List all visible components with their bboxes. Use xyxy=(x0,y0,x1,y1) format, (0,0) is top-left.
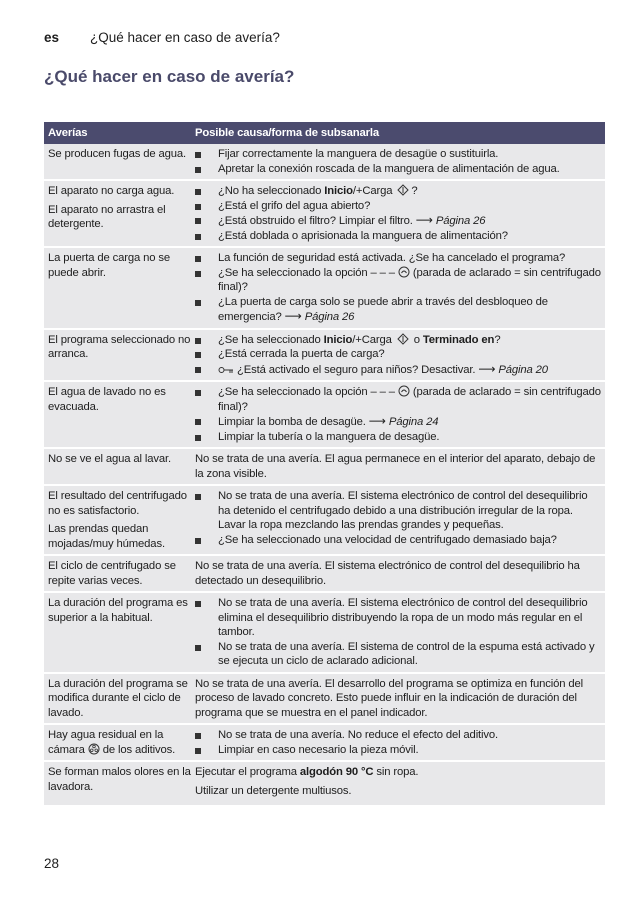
page-reference[interactable]: Página 26 xyxy=(304,311,355,323)
fault-text: Se producen fugas de agua. xyxy=(48,148,187,160)
table-row xyxy=(44,330,605,383)
cause-cell xyxy=(195,248,605,328)
list-item: ¿Se ha seleccionado la opción – – – (parada de aclarado = sin centrifugado final)? xyxy=(195,266,601,295)
fault-text: El programa seleccionado no arranca. xyxy=(48,333,191,360)
cause-text: No se trata de una avería. El sistema electrónico de control del desequilibrio ha detectado un desequilibrio. xyxy=(195,560,580,587)
list-item: ¿Se ha seleccionado Inicio/+Carga o Terminado en? xyxy=(195,333,601,348)
cause-cell xyxy=(195,181,605,246)
page-arrow-icon: ⟶ xyxy=(284,309,302,323)
list-item: No se trata de una avería. El sistema electrónico de control del desequilibrio elimina el desequilibrio distribuyendo la ropa de un modo más regular en el tambor. xyxy=(195,596,601,640)
table-row xyxy=(44,725,605,762)
page-arrow-icon: ⟶ xyxy=(478,361,496,376)
bullet-square-icon xyxy=(195,184,208,199)
fault-text: El ciclo de centrifugado se repite varias veces. xyxy=(48,560,176,587)
list-item: La función de seguridad está activada. ¿Se ha cancelado el programa? xyxy=(195,251,601,266)
bullet-square-icon xyxy=(195,251,208,266)
list-item: ¿La puerta de carga solo se puede abrir a través del desbloqueo de emergencia? ⟶ Página 26 xyxy=(195,295,601,325)
bullet-square-icon xyxy=(195,347,208,362)
header-title: ¿Qué hacer en caso de avería? xyxy=(90,30,280,45)
table-row xyxy=(44,674,605,726)
fault-cell xyxy=(44,144,195,179)
cause-cell xyxy=(195,725,605,760)
fault-cell xyxy=(44,674,195,724)
page-number: 28 xyxy=(44,856,60,871)
list-item: Limpiar la bomba de desagüe. ⟶ Página 24 xyxy=(195,414,601,430)
list-item: No se trata de una avería. El sistema electrónico de control del desequilibrio ha detenido el centrifugado debido a una distribución irregular de la ropa. Lavar la ropa mezclando las prendas grandes y pequeñas. xyxy=(195,489,601,533)
table-header xyxy=(44,122,605,144)
key-icon xyxy=(218,365,234,375)
additive-chamber-icon xyxy=(88,743,100,755)
table-row xyxy=(44,449,605,486)
bullet-square-icon xyxy=(195,213,208,229)
bullet-square-icon xyxy=(195,414,208,430)
fault-cell xyxy=(44,556,195,591)
column-header-causes: Posible causa/forma de subsanarla xyxy=(195,126,380,139)
bullet-square-icon xyxy=(195,162,208,177)
bullet-square-icon xyxy=(195,596,208,640)
list-item: Fijar correctamente la manguera de desagüe o sustituirla. xyxy=(195,147,601,162)
fault-cell xyxy=(44,486,195,554)
fault-cell xyxy=(44,449,195,484)
list-item: ¿Se ha seleccionado una velocidad de centrifugado demasiado baja? xyxy=(195,533,601,548)
bullet-square-icon xyxy=(195,640,208,669)
fault-text: Se forman malos olores en la lavadora. xyxy=(48,766,191,793)
bullet-square-icon xyxy=(195,728,208,743)
table-row xyxy=(44,762,605,807)
list-item: ¿Está doblada o aprisionada la manguera de alimentación? xyxy=(195,229,601,244)
page-reference[interactable]: Página 26 xyxy=(435,215,486,227)
bullet-square-icon xyxy=(195,229,208,244)
cause-cell xyxy=(195,762,605,801)
fault-text: El agua de lavado no es evacuada. xyxy=(48,386,166,413)
list-item: ¿Está obstruido el filtro? Limpiar el filtro. ⟶ Página 26 xyxy=(195,213,601,229)
cause-cell xyxy=(195,486,605,554)
bullet-square-icon xyxy=(195,362,208,378)
table-row xyxy=(44,144,605,181)
page-reference[interactable]: Página 24 xyxy=(388,416,439,428)
column-header-faults: Averías xyxy=(48,126,88,139)
table-row xyxy=(44,556,605,593)
cause-cell xyxy=(195,556,605,591)
table-row xyxy=(44,181,605,248)
cause-cell xyxy=(195,144,605,179)
rinse-stop-icon xyxy=(398,385,410,397)
list-item: No se trata de una avería. El sistema de control de la espuma está activado y se ejecuta un ciclo de aclarado adicional. xyxy=(195,640,601,669)
list-item: No se trata de una avería. No reduce el efecto del aditivo. xyxy=(195,728,601,743)
fault-text: El resultado del centrifugado no es satisfactorio. xyxy=(48,490,187,517)
section-title: ¿Qué hacer en caso de avería? xyxy=(44,67,295,86)
fault-cell xyxy=(44,725,195,760)
list-item: ¿Está activado el seguro para niños? Desactivar. ⟶ Página 20 xyxy=(195,362,601,378)
troubleshooting-table xyxy=(44,122,605,807)
table-row xyxy=(44,593,605,674)
fault-text: La duración del programa es superior a la habitual. xyxy=(48,597,188,624)
page-arrow-icon: ⟶ xyxy=(368,414,386,428)
cause-text: Utilizar un detergente multiusos. xyxy=(195,784,352,797)
table-row xyxy=(44,248,605,330)
cause-cell xyxy=(195,382,605,447)
fault-text: No se ve el agua al lavar. xyxy=(48,453,171,465)
start-diamond-icon xyxy=(395,333,411,345)
fault-cell xyxy=(44,330,195,381)
start-diamond-icon xyxy=(395,184,411,196)
language-code: es xyxy=(44,30,60,45)
fault-cell xyxy=(44,382,195,447)
bullet-square-icon xyxy=(195,266,208,295)
cause-text: No se trata de una avería. El agua permanece en el interior del aparato, debajo de la zona visible. xyxy=(195,453,596,480)
list-item: Limpiar la tubería o la manguera de desagüe. xyxy=(195,430,601,445)
list-item: Apretar la conexión roscada de la manguera de alimentación de agua. xyxy=(195,162,601,177)
fault-cell xyxy=(44,248,195,328)
list-item: ¿Está el grifo del agua abierto? xyxy=(195,199,601,214)
fault-cell xyxy=(44,762,195,801)
bullet-square-icon xyxy=(195,295,208,325)
page-reference[interactable]: Página 20 xyxy=(498,363,548,376)
fault-text: Las prendas quedan mojadas/muy húmedas. xyxy=(48,523,165,550)
bullet-square-icon xyxy=(195,430,208,445)
bullet-square-icon xyxy=(195,743,208,758)
cause-cell xyxy=(195,593,605,672)
rinse-stop-icon xyxy=(398,266,410,278)
cause-text: Ejecutar el programa algodón 90 °C sin ropa. xyxy=(195,766,419,778)
table-row xyxy=(44,486,605,556)
list-item: Limpiar en caso necesario la pieza móvil. xyxy=(195,743,601,758)
cause-cell xyxy=(195,449,605,484)
list-item: ¿Se ha seleccionado la opción – – – (parada de aclarado = sin centrifugado final)? xyxy=(195,385,601,414)
fault-text: El aparato no arrastra el detergente. xyxy=(48,203,166,230)
list-item: ¿No ha seleccionado Inicio/+Carga ? xyxy=(195,184,601,199)
page-header xyxy=(44,30,280,45)
bullet-square-icon xyxy=(195,333,208,348)
page-arrow-icon: ⟶ xyxy=(415,213,433,227)
cause-text: No se trata de una avería. El desarrollo del programa se optimiza en función del proceso de lavado concreto. Esto puede influir en la indicación de duración del programa que se muestra en el panel indicador. xyxy=(195,677,584,719)
fault-text: Hay agua residual en la cámara de los aditivos. xyxy=(48,729,176,756)
fault-text: El aparato no carga agua. xyxy=(48,185,175,197)
fault-text: La puerta de carga no se puede abrir. xyxy=(48,252,171,279)
fault-cell xyxy=(44,181,195,246)
cause-cell xyxy=(195,674,605,724)
fault-text: La duración del programa se modifica durante el ciclo de lavado. xyxy=(48,677,188,719)
table-row xyxy=(44,382,605,449)
bullet-square-icon xyxy=(195,147,208,162)
cause-cell xyxy=(195,330,605,381)
bullet-square-icon xyxy=(195,199,208,214)
fault-cell xyxy=(44,593,195,672)
list-item: ¿Está cerrada la puerta de carga? xyxy=(195,347,601,362)
bullet-square-icon xyxy=(195,533,208,548)
bullet-square-icon xyxy=(195,385,208,414)
bullet-square-icon xyxy=(195,489,208,533)
